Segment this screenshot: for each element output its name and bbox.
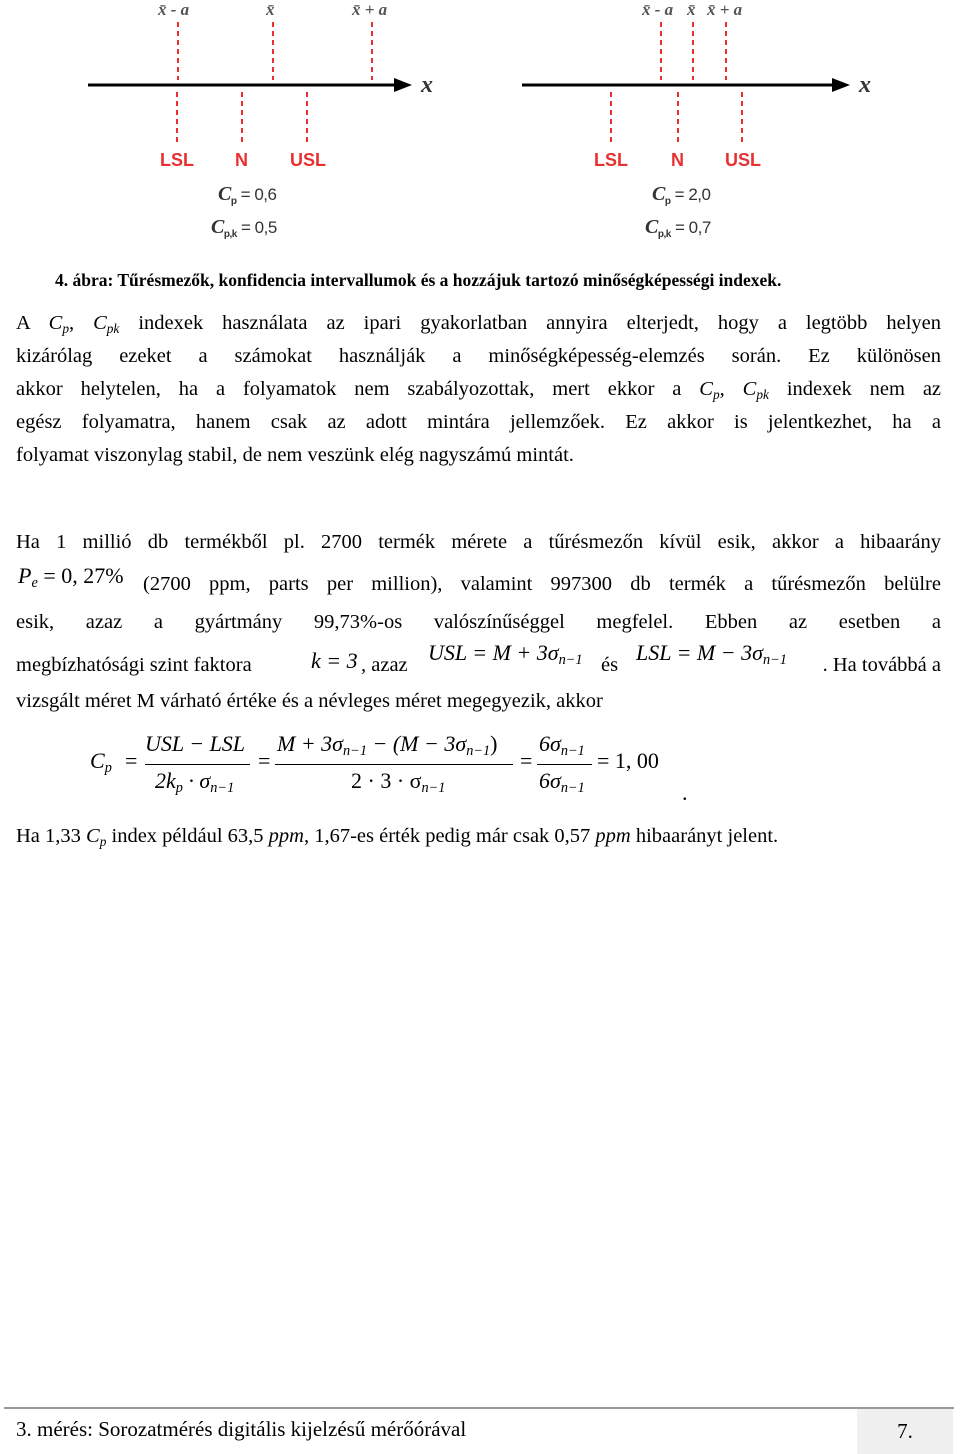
figure-graphics xyxy=(0,0,960,262)
lsl-equation: LSL = $M - 3\sigma_{n-1}$ xyxy=(636,640,787,668)
left-tick-label-minus: x̄ - a xyxy=(158,0,190,19)
tolerance-figure xyxy=(0,0,960,262)
para2-line2: (2700 ppm, parts per million), valamint 997300 db termék a tűrésmezőn belülre xyxy=(143,573,941,595)
left-cpk-value: $C_{p,k} = 0,5$ xyxy=(211,216,277,240)
formula-cp: $C_p$ xyxy=(90,748,112,776)
left-tick-label-plus: x̄ + a xyxy=(352,0,388,19)
footer-title: 3. mérés: Sorozatmérés digitális kijelzésű mérőórával xyxy=(16,1417,467,1441)
left-usl-label: USL xyxy=(290,150,326,170)
formula-num3: $6\sigma_{n-1}$ xyxy=(539,731,585,759)
formula-den2: $2 \cdot 3 \cdot \sigma_{n-1}$ xyxy=(351,768,446,796)
k-equation: k = 3 xyxy=(311,648,358,673)
para1-line4: egész folyamatra, hanem csak az adott mintára jellemzőek. Ez akkor is jelentkezhet, ha a xyxy=(16,411,941,433)
right-cpk-value: $C_{p,k} = 0,7$ xyxy=(645,216,711,240)
right-usl-label: USL xyxy=(725,150,761,170)
para2-line4: megbízhatósági szint faktora k = 3 , azaz USL = $M + 3\sigma_{n-1}$ és LSL = $M - 3\sigma_{n-1}$ . Ha továbbá a xyxy=(16,640,941,676)
cp-formula: $C_p$ = USL − LSL $2k_p \cdot \sigma_{n-1}$ = $M + 3\sigma_{n-1} - (M - 3\sigma_{n-1})$ $2 \cdot 3 \cdot \sigma_{n-1}$ = $6\sigma_{n-1}$ $6\sigma_{n-1}$ = 1, 00 . xyxy=(90,731,688,805)
formula-num2: $M + 3\sigma_{n-1} - (M - 3\sigma_{n-1})$ xyxy=(277,731,498,759)
left-axis-arrow xyxy=(394,78,412,92)
formula-result: = 1, 00 xyxy=(597,748,659,773)
para2-line3-wrap xyxy=(16,606,941,639)
para1-line1: A $C_p$, $C_{pk}$ indexek használata az ipari gyakorlatban annyira elterjedt, hogy a legtöbb helyen xyxy=(16,312,941,336)
para2-line5: vizsgált méret M várható értéke és a névleges méret megegyezik, akkor xyxy=(16,690,603,712)
formula-fraction-bar-2 xyxy=(275,764,513,765)
right-tick-label-minus: x̄ - a xyxy=(642,0,674,19)
para2-line3: esik, azaz a gyártmány 99,73%-os valószínűséggel megfelel. Ebben az esetben a xyxy=(16,611,941,633)
para2-line1: Ha 1 millió db termékből pl. 2700 termék mérete a tűrésmezőn kívül esik, akkor a hibaarány xyxy=(16,531,941,553)
right-tick-label-plus: x̄ + a xyxy=(707,0,743,19)
right-lsl-label: LSL xyxy=(594,150,628,170)
right-n-label: N xyxy=(671,150,684,170)
usl-equation: USL = $M + 3\sigma_{n-1}$ xyxy=(428,640,583,668)
right-tick-label-center: x̄ xyxy=(687,0,696,19)
pe-formula: $P_e = 0$, 27% xyxy=(18,563,124,591)
figure-caption: 4. ábra: Tűrésmezők, konfidencia intervallumok és a hozzájuk tartozó minőségképességi indexek. xyxy=(55,270,782,290)
paragraph-defect-rate xyxy=(16,526,941,559)
para1-line2: kizárólag ezeket a számokat használják a minőségképesség-elemzés során. Ez különösen xyxy=(16,345,941,367)
page-number: 7. xyxy=(857,1409,953,1454)
right-axis-label: x xyxy=(859,72,871,98)
left-lsl-label: LSL xyxy=(160,150,194,170)
para1-line5: folyamat viszonylag stabil, de nem veszünk elég nagyszámú mintát. xyxy=(16,444,574,466)
paragraph-cp-examples: Ha 1,33 $C_p$ index például 63,5 ppm, 1,67-es érték pedig már csak 0,57 ppm hibaarányt jelent. xyxy=(16,825,779,849)
para2-line5-wrap xyxy=(16,685,941,718)
paragraph-cp-usage xyxy=(16,307,941,472)
left-cp-value: $C_p = 0,6$ xyxy=(218,183,277,207)
formula-den1: $2k_p \cdot \sigma_{n-1}$ xyxy=(155,768,235,796)
formula-den3: $6\sigma_{n-1}$ xyxy=(539,768,585,796)
right-axis-arrow xyxy=(832,78,850,92)
formula-fraction-bar-3 xyxy=(537,764,592,765)
left-axis-label: x xyxy=(421,72,433,98)
left-n-label: N xyxy=(235,150,248,170)
right-cp-value: $C_p = 2,0$ xyxy=(652,183,711,207)
formula-fraction-bar-1 xyxy=(145,764,250,765)
formula-num1: USL − LSL xyxy=(145,731,246,756)
para1-line3: akkor helytelen, ha a folyamatok nem szabályozottak, mert ekkor a $C_p$, $C_{pk}$ indexek nem az xyxy=(16,378,942,402)
footer-divider xyxy=(4,1407,954,1409)
left-tick-label-center: x̄ xyxy=(266,0,275,19)
